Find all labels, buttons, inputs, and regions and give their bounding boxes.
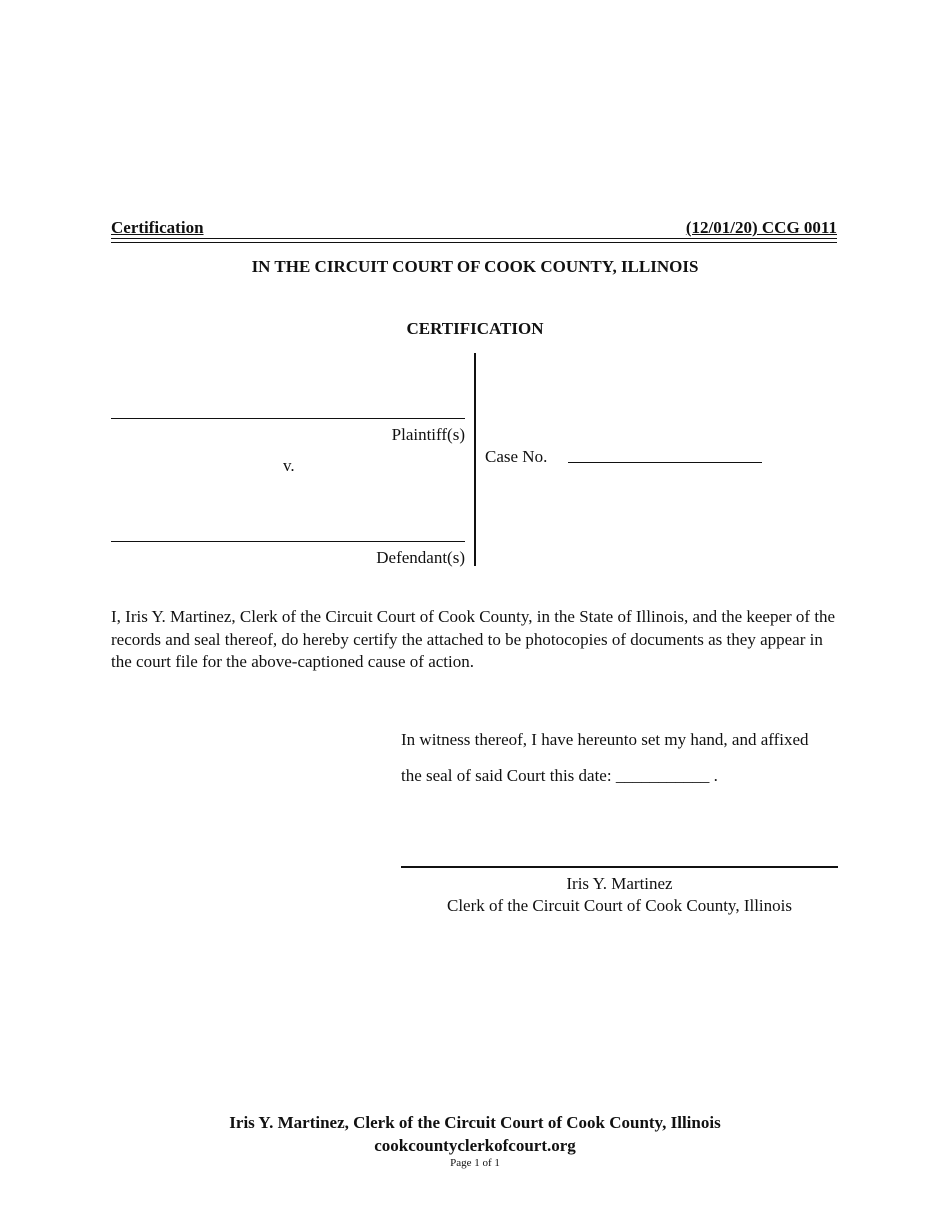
caption-divider: [474, 353, 476, 566]
plaintiff-label: Plaintiff(s): [391, 425, 465, 444]
certification-paragraph: I, Iris Y. Martinez, Clerk of the Circuit Court of Cook County, in the State of Illinois, and the keeper of the records and seal thereof, do hereby certify the attached to be photocopies of documents as they appear in the court file for the above-captioned cause of action.: [111, 607, 836, 671]
footer-clerk: Iris Y. Martinez, Clerk of the Circuit Court of Cook County, Illinois: [229, 1113, 721, 1132]
versus-label: v.: [283, 456, 295, 475]
signature-line[interactable]: [401, 866, 838, 868]
defendant-field[interactable]: [111, 541, 465, 542]
defendant-label: Defendant(s): [376, 548, 465, 567]
court-title: IN THE CIRCUIT COURT OF COOK COUNTY, ILLINOIS: [251, 257, 699, 276]
signature-title: Clerk of the Circuit Court of Cook County, Illinois: [446, 896, 792, 915]
page-number: Page 1 of 1: [450, 1157, 500, 1169]
case-no-field[interactable]: [568, 462, 762, 463]
document-title: CERTIFICATION: [406, 319, 544, 338]
case-no-label: Case No.: [485, 447, 548, 466]
witness-line-1: In witness thereof, I have hereunto set my hand, and affixed: [401, 730, 809, 749]
form-code: (12/01/20) CCG 0011: [685, 218, 837, 237]
header-rule-top: [111, 238, 837, 239]
form-name: Certification: [111, 218, 204, 237]
signature-name: Iris Y. Martinez: [566, 874, 673, 893]
footer-website: cookcountyclerkofcourt.org: [374, 1136, 576, 1155]
plaintiff-field[interactable]: [111, 418, 465, 419]
header-rule-bottom: [111, 242, 837, 243]
witness-line-2: the seal of said Court this date: ___________ .: [401, 766, 718, 785]
